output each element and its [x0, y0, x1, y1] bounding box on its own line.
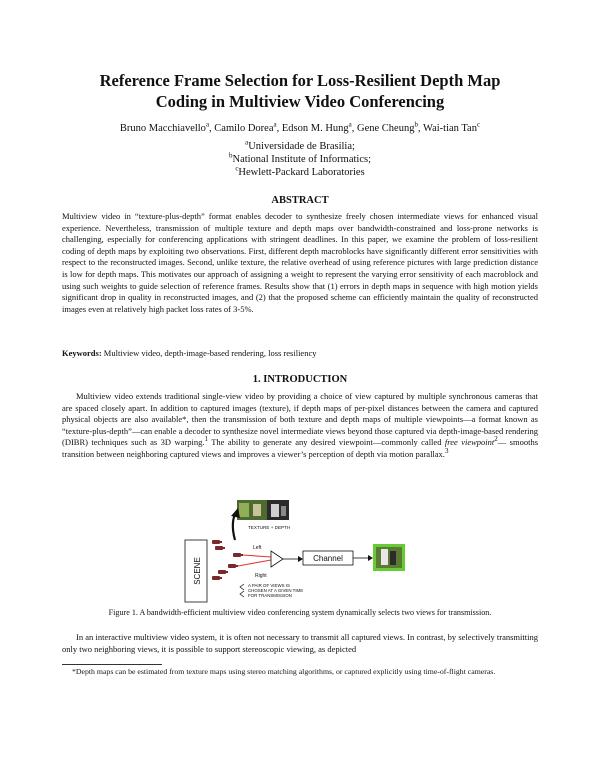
title-line-1: Reference Frame Selection for Loss-Resilient Depth Map — [99, 71, 501, 90]
keywords — [62, 348, 538, 360]
author-list: Bruno Macchiavello$^a$, Camilo Dorea$^a$, Edson M. Hung$^a$, Gene Cheung$^b$, Wai-tian Tan$^c$ — [119, 120, 481, 134]
abstract-body: Multiview video in “texture-plus-depth” format enables decoder to synthesize freely chosen intermediate views for enhanced visual experience. Nevertheless, transmission of multiple texture and depth maps over bandwidth-constrained and loss-prone networks is challenging, especially for conferencing applications with stringent deadlines. In this paper, we examine the problem of loss-resilient coding of depth maps by exploiting two observations. First, different depth macroblocks have significantly different error sensitivities with respect to the reconstructed images. Second, unlike texture, the relative overhead of using reference pictures with large prediction distance is low for depth maps. This motivates our approach of assigning a weight to represent the varying error sensitivity of each macroblock and using such weights to guide selection of reference frames. Results show that (1) errors in depth maps in sequence with high motion yields significant drop in quality in reconstructed images, and (2) that the proposed scheme can efficiently maintain the quality of reconstructed images even at relatively high packet loss rates of 3-5%. — [62, 211, 538, 314]
intro-paragraph-2: In an interactive multiview video system, it is often not necessary to transmit all captured views. In contrast, by selectively transmitting only two neighboring views, it is possible to support stereoscopic viewing, as depicted — [62, 632, 538, 654]
selected-view-arrow — [238, 560, 271, 566]
selection-note: A PAIR OF VIEWS IS — [248, 583, 290, 588]
right-label: Right — [255, 573, 267, 579]
selected-view-arrow — [243, 555, 271, 557]
author: Camilo Dorea — [214, 123, 274, 134]
intro-heading: 1. INTRODUCTION — [252, 374, 348, 385]
abstract-heading: ABSTRACT — [271, 195, 329, 206]
figure-1 — [175, 500, 435, 605]
svg-text:FOR TRANSMISSION: FOR TRANSMISSION — [248, 593, 292, 598]
author: Bruno Macchiavello — [119, 123, 206, 134]
affiliation: $^b$National Institute of Informatics; — [228, 151, 371, 165]
intro-paragraph-1: Multiview video extends traditional single-view video by providing a choice of view captured by multiple synchronous cameras that are spaced closely apart. In addition to captured images (texture), if depth maps of per-pixel distances between the camera and captured physical objects are also available*, then the transmission of both texture and depth maps of multiple viewpoints—a format known as “texture-plus-depth”—can enable a decoder to synthesize novel intermediate views beyond those captured via depth-image-based rendering (DIBR) techniques such as 3D warping.$^1$ The ability to generate any desired viewpoint—commonly called free viewpoint$^2$— smooths transition between neighboring captured views and improves a viewer’s perception of depth via motion parallax.$^3$ — [62, 391, 539, 459]
view-selector — [271, 551, 283, 567]
author: Wai-tian Tan — [423, 123, 477, 134]
footnote: *Depth maps can be estimated from texture maps using stereo matching algorithms, or captured explicitly using time-of-flight cameras. — [72, 667, 496, 676]
affiliation: $^c$Hewlett-Packard Laboratories — [235, 164, 365, 178]
figure-1-caption: Figure 1. A bandwidth-efficient multiview video conferencing system dynamically selects two views for transmission. — [108, 608, 492, 617]
left-label: Left — [253, 545, 262, 551]
footnote-rule — [62, 664, 162, 665]
texture-depth-label: TEXTURE + DEPTH — [248, 525, 291, 530]
channel-label: Channel — [313, 554, 343, 563]
paper-title — [40, 70, 560, 112]
system-diagram — [175, 500, 435, 605]
author: Gene Cheung — [357, 123, 415, 134]
keywords-label: Keywords: — [62, 348, 102, 358]
title-line-2: Coding in Multiview Video Conferencing — [155, 92, 445, 111]
keywords-text: Multiview video, depth-image-based rendering, loss resiliency — [103, 348, 317, 358]
author: Edson M. Hung — [281, 123, 349, 134]
affiliations — [40, 140, 560, 179]
camera-array — [212, 540, 243, 580]
affiliation: $^a$Universidade de Brasilia; — [245, 138, 355, 152]
svg-text:CHOSEN AT A GIVEN TIME: CHOSEN AT A GIVEN TIME — [248, 588, 304, 593]
scene-label: SCENE — [193, 557, 202, 585]
